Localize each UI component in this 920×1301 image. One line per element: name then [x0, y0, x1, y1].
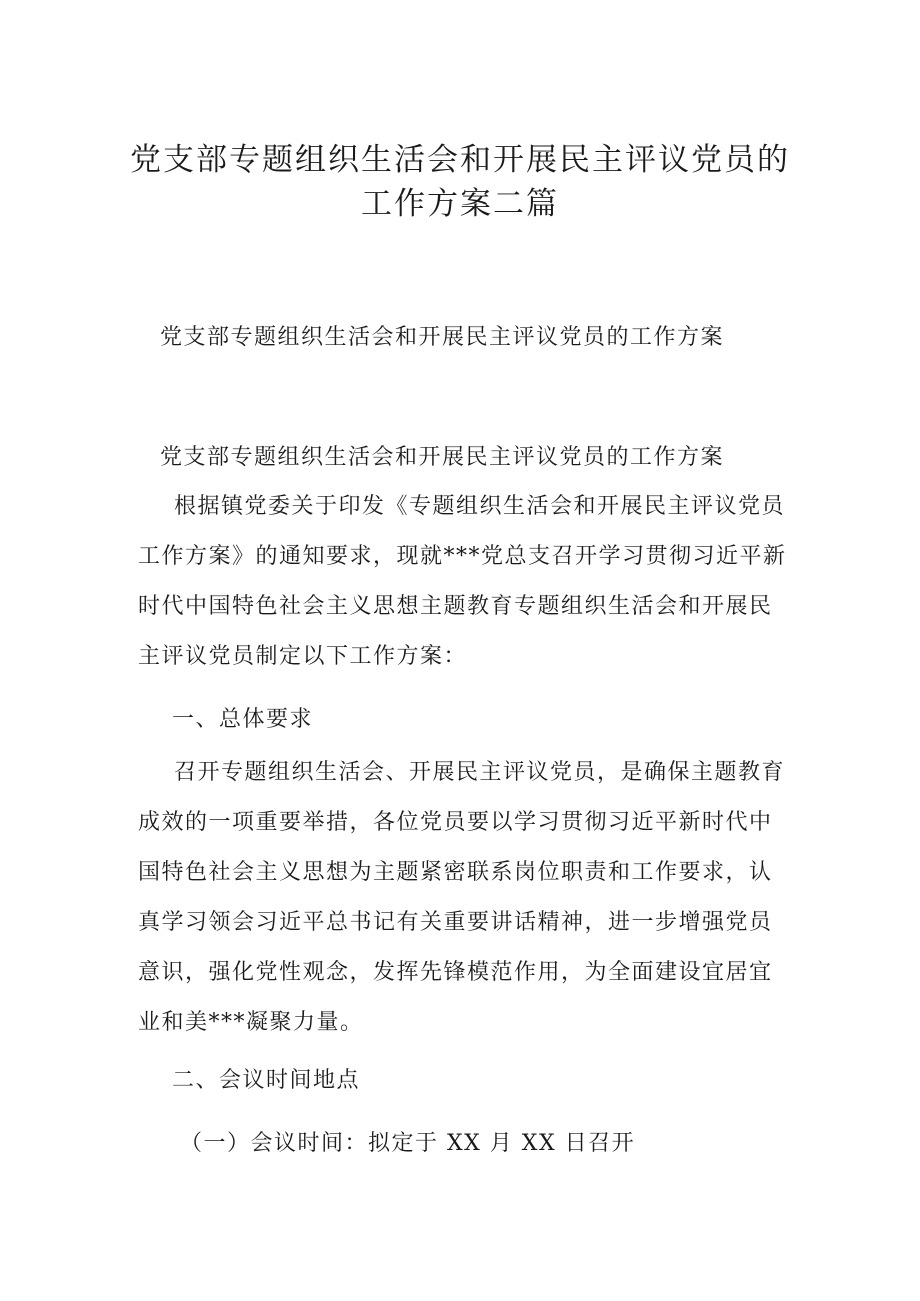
intro-line: 主评议党员制定以下工作方案： [138, 644, 468, 669]
intro-line: 工作方案》的通知要求，现就***党总支召开学习贯彻习近平新 [138, 544, 787, 569]
section-1-line: 真学习领会习近平总书记有关重要讲话精神，进一步增强党员 [138, 910, 773, 935]
section-1-line: 成效的一项重要举措，各位党员要以学习贯彻习近平新时代中 [138, 810, 773, 835]
title-line-1: 党支部专题组织生活会和开展民主评议党员的 [130, 142, 790, 178]
section-1-heading: 一、总体要求 [172, 707, 314, 732]
title-line-2: 工作方案二篇 [361, 186, 559, 222]
section-1-line: 国特色社会主义思想为主题紧密联系岗位职责和工作要求，认 [138, 860, 773, 885]
section-1-body [138, 748, 788, 1048]
intro-paragraph [138, 482, 788, 682]
section-2-item-1: （一）会议时间：拟定于 XX 月 XX 日召开 [180, 1131, 636, 1156]
intro-line: 根据镇党委关于印发《专题组织生活会和开展民主评议党员 [174, 494, 786, 519]
section-1-line: 意识，强化党性观念，发挥先锋模范作用，为全面建设宜居宜 [138, 960, 773, 985]
intro-line: 时代中国特色社会主义思想主题教育专题组织生活会和开展民 [138, 594, 773, 619]
section-2-heading: 二、会议时间地点 [172, 1068, 361, 1093]
section-1-line: 业和美***凝聚力量。 [138, 1010, 364, 1035]
section-1-line: 召开专题组织生活会、开展民主评议党员，是确保主题教育 [174, 760, 786, 785]
document-title [120, 138, 800, 226]
subtitle-1: 党支部专题组织生活会和开展民主评议党员的工作方案 [160, 325, 725, 350]
subtitle-2: 党支部专题组织生活会和开展民主评议党员的工作方案 [160, 445, 725, 470]
